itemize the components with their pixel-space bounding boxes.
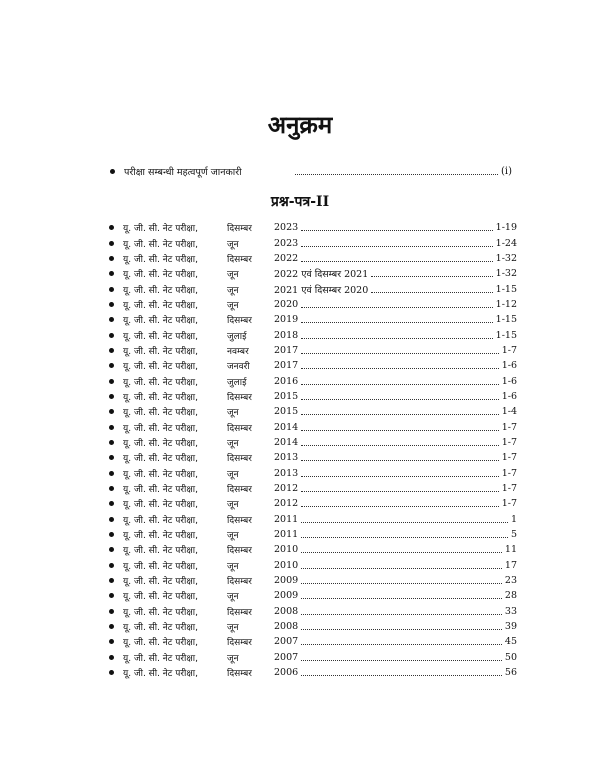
exam-year: 2008: [274, 605, 299, 617]
exam-year: 2012: [274, 498, 299, 510]
toc-entry[interactable]: [109, 604, 517, 619]
exam-year: 2011: [274, 529, 299, 541]
exam-month: जुलाई: [227, 377, 247, 388]
page-range: 1-4: [501, 406, 517, 418]
exam-month: दिसम्बर: [227, 316, 252, 327]
page-range: 1-6: [501, 390, 517, 402]
bullet-icon: [109, 271, 114, 276]
bullet-icon: [109, 532, 114, 537]
exam-month: जुलाई: [227, 331, 247, 342]
exam-name: यू. जी. सी. नेट परीक्षा,: [123, 316, 198, 327]
exam-year: 2010: [274, 559, 299, 571]
exam-year: 2010: [274, 544, 299, 556]
exam-name: यू. जी. सी. नेट परीक्षा,: [123, 239, 198, 250]
exam-month: जून: [227, 469, 239, 480]
page-title: अनुक्रम: [267, 111, 333, 139]
exam-name: यू. जी. सी. नेट परीक्षा,: [123, 469, 198, 480]
exam-year: 2023: [274, 237, 299, 249]
toc-entry[interactable]: [109, 450, 517, 465]
exam-year: 2017: [274, 360, 299, 372]
exam-month: जून: [227, 500, 239, 511]
exam-name: यू. जी. सी. नेट परीक्षा,: [123, 254, 198, 265]
page-range: 1-19: [495, 222, 517, 234]
exam-name: यू. जी. सी. नेट परीक्षा,: [123, 331, 198, 342]
toc-list: [109, 220, 517, 680]
toc-entry[interactable]: [109, 373, 517, 388]
exam-year: 2013: [274, 467, 299, 479]
leader-dots: [301, 522, 508, 523]
bullet-icon: [110, 169, 115, 174]
bullet-icon: [109, 486, 114, 491]
exam-year: 2007: [274, 636, 299, 648]
toc-entry[interactable]: [109, 327, 517, 342]
exam-name: यू. जी. सी. नेट परीक्षा,: [123, 300, 198, 311]
bullet-icon: [109, 455, 114, 460]
exam-name: यू. जी. सी. नेट परीक्षा,: [123, 224, 198, 235]
toc-entry[interactable]: [109, 358, 517, 373]
toc-entry[interactable]: [109, 297, 517, 312]
page-range: 1-6: [501, 360, 517, 372]
toc-entry[interactable]: [109, 558, 517, 573]
exam-name: यू. जी. सी. नेट परीक्षा,: [123, 546, 198, 557]
page-range: 56: [504, 667, 517, 679]
bullet-icon: [109, 670, 114, 675]
exam-month: दिसम्बर: [227, 224, 252, 235]
page-range: 1-7: [501, 452, 517, 464]
exam-name: यू. जी. सी. नेट परीक्षा,: [123, 577, 198, 588]
bullet-icon: [109, 425, 114, 430]
exam-year: 2023: [274, 222, 299, 234]
info-page-number: (i): [500, 165, 512, 177]
exam-name: यू. जी. सी. नेट परीक्षा,: [123, 561, 198, 572]
exam-name: यू. जी. सी. नेट परीक्षा,: [123, 285, 198, 296]
toc-entry[interactable]: [109, 435, 517, 450]
toc-entry[interactable]: [109, 266, 517, 281]
exam-month: जून: [227, 300, 239, 311]
bullet-icon: [109, 241, 114, 246]
exam-month: दिसम्बर: [227, 515, 252, 526]
exam-year: 2020: [274, 298, 299, 310]
toc-entry[interactable]: [109, 573, 517, 588]
toc-entry[interactable]: [109, 404, 517, 419]
exam-name: यू. जी. सी. नेट परीक्षा,: [123, 669, 198, 680]
exam-month: जून: [227, 561, 239, 572]
exam-month: दिसम्बर: [227, 669, 252, 680]
toc-entry[interactable]: [109, 588, 517, 603]
leader-dots: [301, 414, 499, 415]
toc-entry[interactable]: [109, 312, 517, 327]
exam-month: दिसम्बर: [227, 254, 252, 265]
exam-name: यू. जी. सी. नेट परीक्षा,: [123, 270, 198, 281]
exam-name: यू. जी. सी. नेट परीक्षा,: [123, 485, 198, 496]
page-range: 1-24: [495, 237, 517, 249]
bullet-icon: [109, 256, 114, 261]
leader-dots: [301, 230, 492, 231]
exam-year: 2011: [274, 513, 299, 525]
info-entry[interactable]: [110, 163, 512, 179]
exam-year: 2015: [274, 390, 299, 402]
exam-year: 2006: [274, 667, 299, 679]
leader-dots: [301, 353, 499, 354]
exam-month: दिसम्बर: [227, 546, 252, 557]
exam-year: 2014: [274, 436, 299, 448]
leader-dots: [371, 276, 492, 277]
exam-year: 2018: [274, 329, 299, 341]
leader-dots: [295, 174, 498, 175]
bullet-icon: [109, 225, 114, 230]
exam-name: यू. जी. सी. नेट परीक्षा,: [123, 500, 198, 511]
page-range: 1-12: [495, 298, 517, 310]
leader-dots: [301, 675, 502, 676]
page-range: 5: [510, 529, 517, 541]
page-range: 1-15: [495, 283, 517, 295]
leader-dots: [301, 445, 499, 446]
exam-month: जून: [227, 592, 239, 603]
exam-month: जून: [227, 239, 239, 250]
page-range: 23: [504, 575, 517, 587]
page-range: 1-32: [495, 268, 517, 280]
page-range: 28: [504, 590, 517, 602]
page-range: 50: [504, 651, 517, 663]
leader-dots: [301, 568, 502, 569]
bullet-icon: [109, 287, 114, 292]
exam-name: यू. जी. सी. नेट परीक्षा,: [123, 515, 198, 526]
bullet-icon: [109, 639, 114, 644]
exam-name: यू. जी. सी. नेट परीक्षा,: [123, 623, 198, 634]
toc-entry[interactable]: [109, 235, 517, 250]
exam-month: जून: [227, 653, 239, 664]
exam-month: दिसम्बर: [227, 607, 252, 618]
leader-dots: [301, 598, 502, 599]
bullet-icon: [109, 333, 114, 338]
page-range: 11: [504, 544, 517, 556]
leader-dots: [301, 384, 499, 385]
bullet-icon: [109, 379, 114, 384]
bullet-icon: [109, 394, 114, 399]
exam-year: 2012: [274, 483, 299, 495]
leader-dots: [371, 292, 492, 293]
page-range: 1-7: [501, 483, 517, 495]
leader-dots: [301, 506, 499, 507]
leader-dots: [301, 644, 502, 645]
exam-name: यू. जी. सी. नेट परीक्षा,: [123, 408, 198, 419]
exam-month: जून: [227, 285, 239, 296]
info-label: परीक्षा सम्बन्धी महत्वपूर्ण जानकारी: [124, 166, 242, 178]
toc-entry[interactable]: [109, 343, 517, 358]
leader-dots: [301, 322, 492, 323]
exam-year: 2007: [274, 651, 299, 663]
exam-month: दिसम्बर: [227, 454, 252, 465]
exam-year: 2009: [274, 575, 299, 587]
exam-month: दिसम्बर: [227, 392, 252, 403]
exam-name: यू. जी. सी. नेट परीक्षा,: [123, 607, 198, 618]
bullet-icon: [109, 547, 114, 552]
exam-year: 2013: [274, 452, 299, 464]
exam-name: यू. जी. सी. नेट परीक्षा,: [123, 377, 198, 388]
exam-year: 2017: [274, 344, 299, 356]
exam-year: 2009: [274, 590, 299, 602]
bullet-icon: [109, 593, 114, 598]
exam-name: यू. जी. सी. नेट परीक्षा,: [123, 423, 198, 434]
exam-year: 2022: [274, 252, 299, 264]
leader-dots: [301, 537, 508, 538]
exam-month: दिसम्बर: [227, 577, 252, 588]
exam-month: जनवरी: [227, 362, 250, 373]
page-range: 1-7: [501, 498, 517, 510]
exam-name: यू. जी. सी. नेट परीक्षा,: [123, 638, 198, 649]
exam-name: यू. जी. सी. नेट परीक्षा,: [123, 346, 198, 357]
exam-year: 2014: [274, 421, 299, 433]
section-title-prefix: प्रश्न-पत्र-: [270, 194, 317, 210]
leader-dots: [301, 629, 502, 630]
leader-dots: [301, 460, 499, 461]
page-range: 17: [504, 559, 517, 571]
exam-month: जून: [227, 270, 239, 281]
toc-entry[interactable]: [109, 665, 517, 680]
page-range: 33: [504, 605, 517, 617]
exam-month: जून: [227, 438, 239, 449]
bullet-icon: [109, 563, 114, 568]
page-range: 1-15: [495, 314, 517, 326]
bullet-icon: [109, 624, 114, 629]
leader-dots: [301, 476, 499, 477]
toc-entry[interactable]: [109, 220, 517, 235]
leader-dots: [301, 491, 499, 492]
leader-dots: [301, 246, 492, 247]
toc-entry[interactable]: [109, 281, 517, 296]
bullet-icon: [109, 440, 114, 445]
toc-entry[interactable]: [109, 527, 517, 542]
page-range: 1-15: [495, 329, 517, 341]
leader-dots: [301, 307, 492, 308]
exam-year: 2021 एवं दिसम्बर 2020: [274, 284, 369, 296]
leader-dots: [301, 399, 499, 400]
exam-month: जून: [227, 531, 239, 542]
leader-dots: [301, 338, 492, 339]
leader-dots: [301, 552, 502, 553]
exam-month: दिसम्बर: [227, 423, 252, 434]
toc-entry[interactable]: [109, 389, 517, 404]
page-range: 1-7: [501, 467, 517, 479]
exam-month: जून: [227, 623, 239, 634]
bullet-icon: [109, 471, 114, 476]
leader-dots: [301, 368, 499, 369]
toc-entry[interactable]: [109, 466, 517, 481]
bullet-icon: [109, 302, 114, 307]
exam-month: नवम्बर: [227, 346, 249, 357]
exam-name: यू. जी. सी. नेट परीक्षा,: [123, 454, 198, 465]
exam-year: 2019: [274, 314, 299, 326]
exam-month: जून: [227, 408, 239, 419]
page-range: 1-32: [495, 252, 517, 264]
toc-entry[interactable]: [109, 419, 517, 434]
exam-name: यू. जी. सी. नेट परीक्षा,: [123, 592, 198, 603]
page-range: 1-7: [501, 344, 517, 356]
leader-dots: [301, 261, 492, 262]
page-range: 39: [504, 621, 517, 633]
toc-entry[interactable]: [109, 634, 517, 649]
leader-dots: [301, 614, 502, 615]
bullet-icon: [109, 317, 114, 322]
page-range: 1-7: [501, 421, 517, 433]
bullet-icon: [109, 655, 114, 660]
page-range: 1-7: [501, 436, 517, 448]
page-range: 1-6: [501, 375, 517, 387]
leader-dots: [301, 583, 502, 584]
exam-year: 2016: [274, 375, 299, 387]
bullet-icon: [109, 348, 114, 353]
toc-entry[interactable]: [109, 496, 517, 511]
exam-name: यू. जी. सी. नेट परीक्षा,: [123, 653, 198, 664]
leader-dots: [301, 430, 499, 431]
exam-year: 2015: [274, 406, 299, 418]
toc-entry[interactable]: [109, 619, 517, 634]
exam-year: 2022 एवं दिसम्बर 2021: [274, 269, 369, 281]
bullet-icon: [109, 609, 114, 614]
toc-entry[interactable]: [109, 542, 517, 557]
exam-month: दिसम्बर: [227, 485, 252, 496]
exam-name: यू. जी. सी. नेट परीक्षा,: [123, 531, 198, 542]
leader-dots: [301, 660, 502, 661]
bullet-icon: [109, 409, 114, 414]
toc-entry[interactable]: [109, 481, 517, 496]
exam-name: यू. जी. सी. नेट परीक्षा,: [123, 392, 198, 403]
bullet-icon: [109, 501, 114, 506]
toc-entry[interactable]: [109, 251, 517, 266]
page-range: 1: [510, 513, 517, 525]
exam-name: यू. जी. सी. नेट परीक्षा,: [123, 362, 198, 373]
bullet-icon: [109, 363, 114, 368]
exam-month: दिसम्बर: [227, 638, 252, 649]
section-title-roman: II: [316, 194, 330, 210]
bullet-icon: [109, 517, 114, 522]
exam-year: 2008: [274, 621, 299, 633]
toc-entry[interactable]: [109, 650, 517, 665]
bullet-icon: [109, 578, 114, 583]
section-title: [0, 192, 600, 211]
exam-name: यू. जी. सी. नेट परीक्षा,: [123, 438, 198, 449]
toc-entry[interactable]: [109, 512, 517, 527]
page-range: 45: [504, 636, 517, 648]
